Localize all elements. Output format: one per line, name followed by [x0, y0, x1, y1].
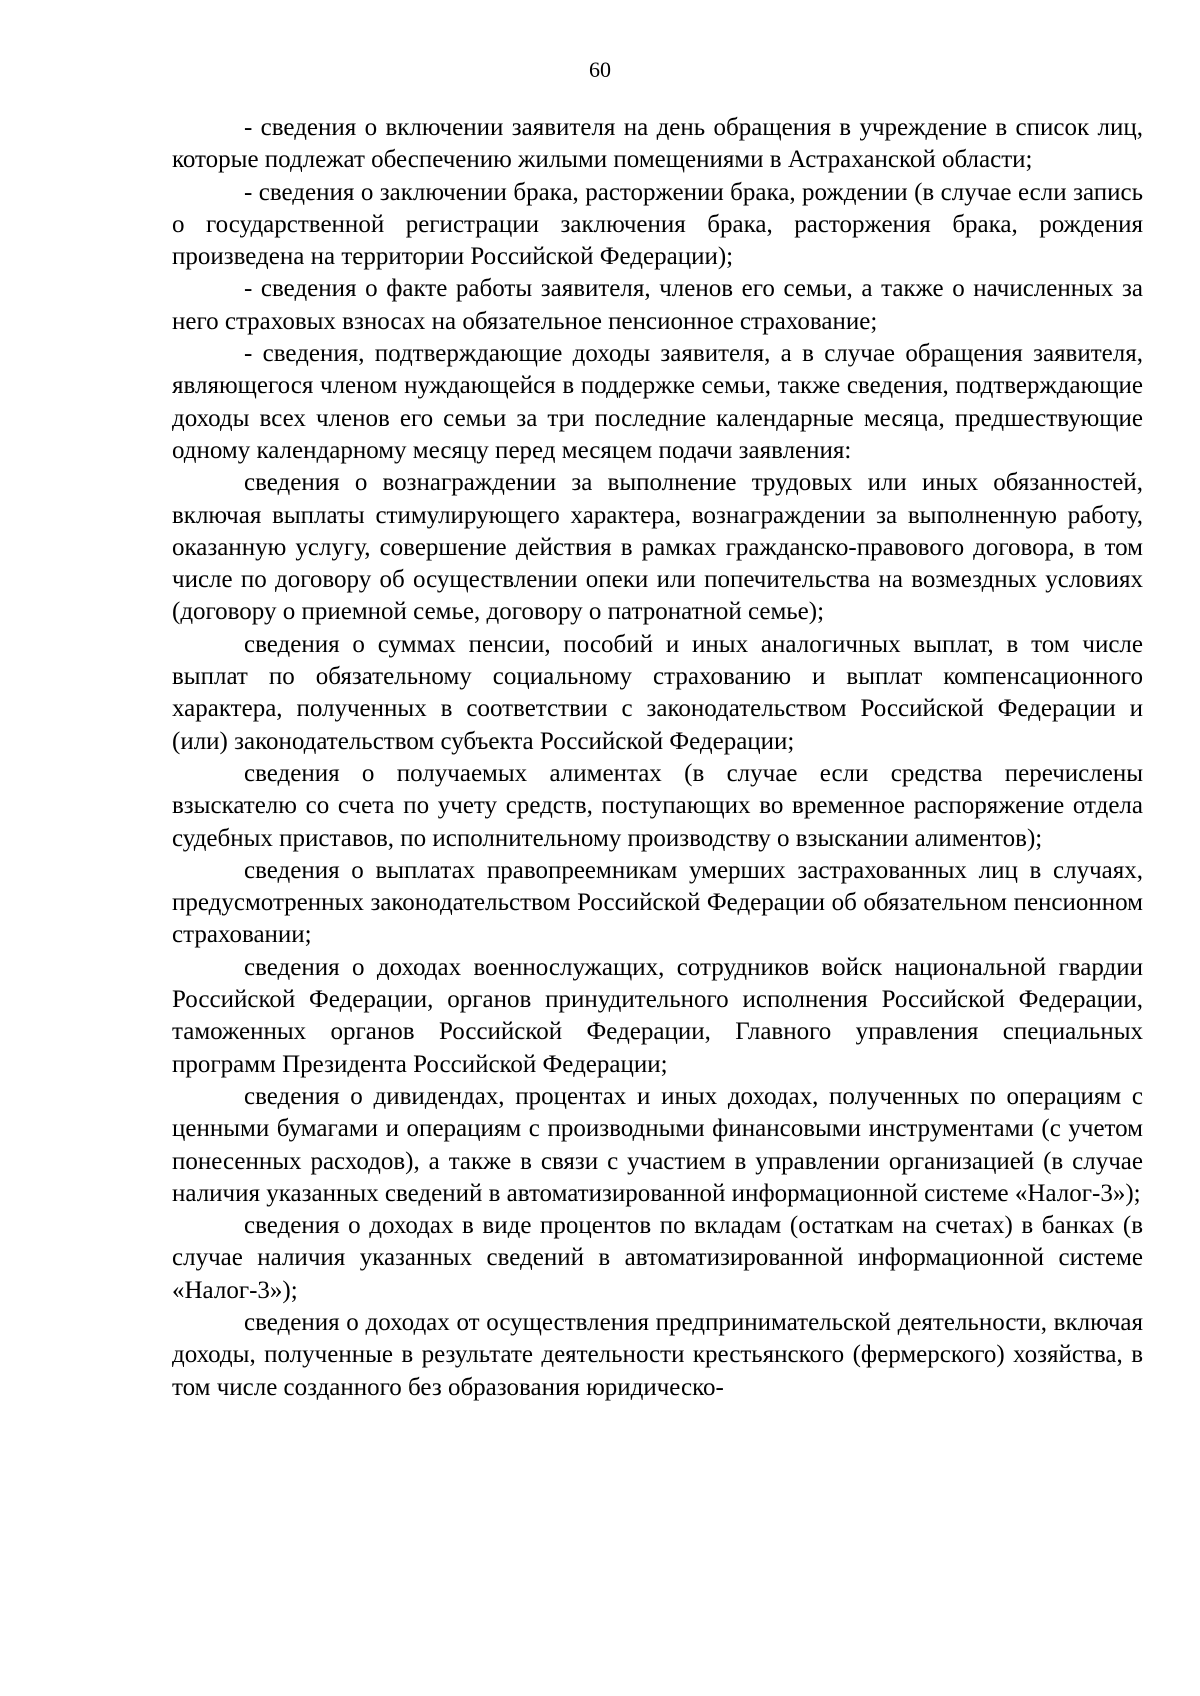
paragraph-income-proof: - сведения, подтверждающие доходы заявителя, а в случае обращения заявителя, являющегося членом нуждающейся в поддержке семьи, также сведения, подтверждающие доходы всех членов его семьи за три последние календарные месяца, предшествующие одному календарному месяцу перед месяцем подачи заявления: [172, 340, 1143, 464]
paragraph-dividends: сведения о дивидендах, процентах и иных доходах, полученных по операциям с ценными бумагами и операциям с производными финансовыми инструментами (с учетом понесенных расходов), а также в связи с участием в управлении организацией (в случае наличия указанных сведений в автоматизированной информационной системе «Налог-3»); [172, 1082, 1143, 1207]
paragraph-employment: - сведения о факте работы заявителя, членов его семьи, а также о начисленных за него страховых взносах на обязательное пенсионное страхование; [172, 275, 1143, 335]
paragraph-alimony: сведения о получаемых алиментах (в случае если средства перечислены взыскателю со счета по учету средств, поступающих во временное распоряжение отдела судебных приставов, по исполнительному производству о взыскании алиментов); [172, 759, 1143, 852]
paragraph-housing-list: - сведения о включении заявителя на день обращения в учреждение в список лиц, которые подлежат обеспечению жилыми помещениями в Астраханской области; [172, 114, 1143, 174]
paragraph-business-income: сведения о доходах от осуществления предпринимательской деятельности, включая доходы, полученные в результате деятельности крестьянского (фермерского) хозяйства, в том числе созданного без образования юридическо- [172, 1308, 1143, 1401]
page-number: 60 [589, 57, 611, 82]
paragraph-deposit-interest: сведения о доходах в виде процентов по вкладам (остаткам на счетах) в банках (в случае наличия указанных сведений в автоматизированной информационной системе «Налог-3»); [172, 1212, 1143, 1304]
paragraph-remuneration: сведения о вознаграждении за выполнение трудовых или иных обязанностей, включая выплаты стимулирующего характера, вознаграждении за выполненную работу, оказанную услугу, совершение действия в рамках гражданско-правового договора, в том числе по договору об осуществлении опеки или попечительства на возмездных условиях (договору о приемной семье, договору о патронатной семье); [172, 469, 1143, 626]
document-body [172, 112, 1143, 1404]
paragraph-successor-payments: сведения о выплатах правопреемникам умерших застрахованных лиц в случаях, предусмотренных законодательством Российской Федерации об обязательном пенсионном страховании; [172, 856, 1143, 949]
paragraph-pensions: сведения о суммах пенсии, пособий и иных аналогичных выплат, в том числе выплат по обязательному социальному страхованию и выплат компенсационного характера, полученных в соответствии с законодательством Российской Федерации и (или) законодательством субъекта Российской Федерации; [172, 630, 1143, 755]
paragraph-military-income: сведения о доходах военнослужащих, сотрудников войск национальной гвардии Российской Федерации, органов принудительного исполнения Российской Федерации, таможенных органов Российской Федерации, Главного управления специальных программ Президента Российской Федерации; [172, 953, 1143, 1078]
paragraph-marriage-birth: - сведения о заключении брака, расторжении брака, рождении (в случае если запись о государственной регистрации заключения брака, расторжения брака, рождения произведена на территории Российской Федерации); [172, 178, 1143, 271]
